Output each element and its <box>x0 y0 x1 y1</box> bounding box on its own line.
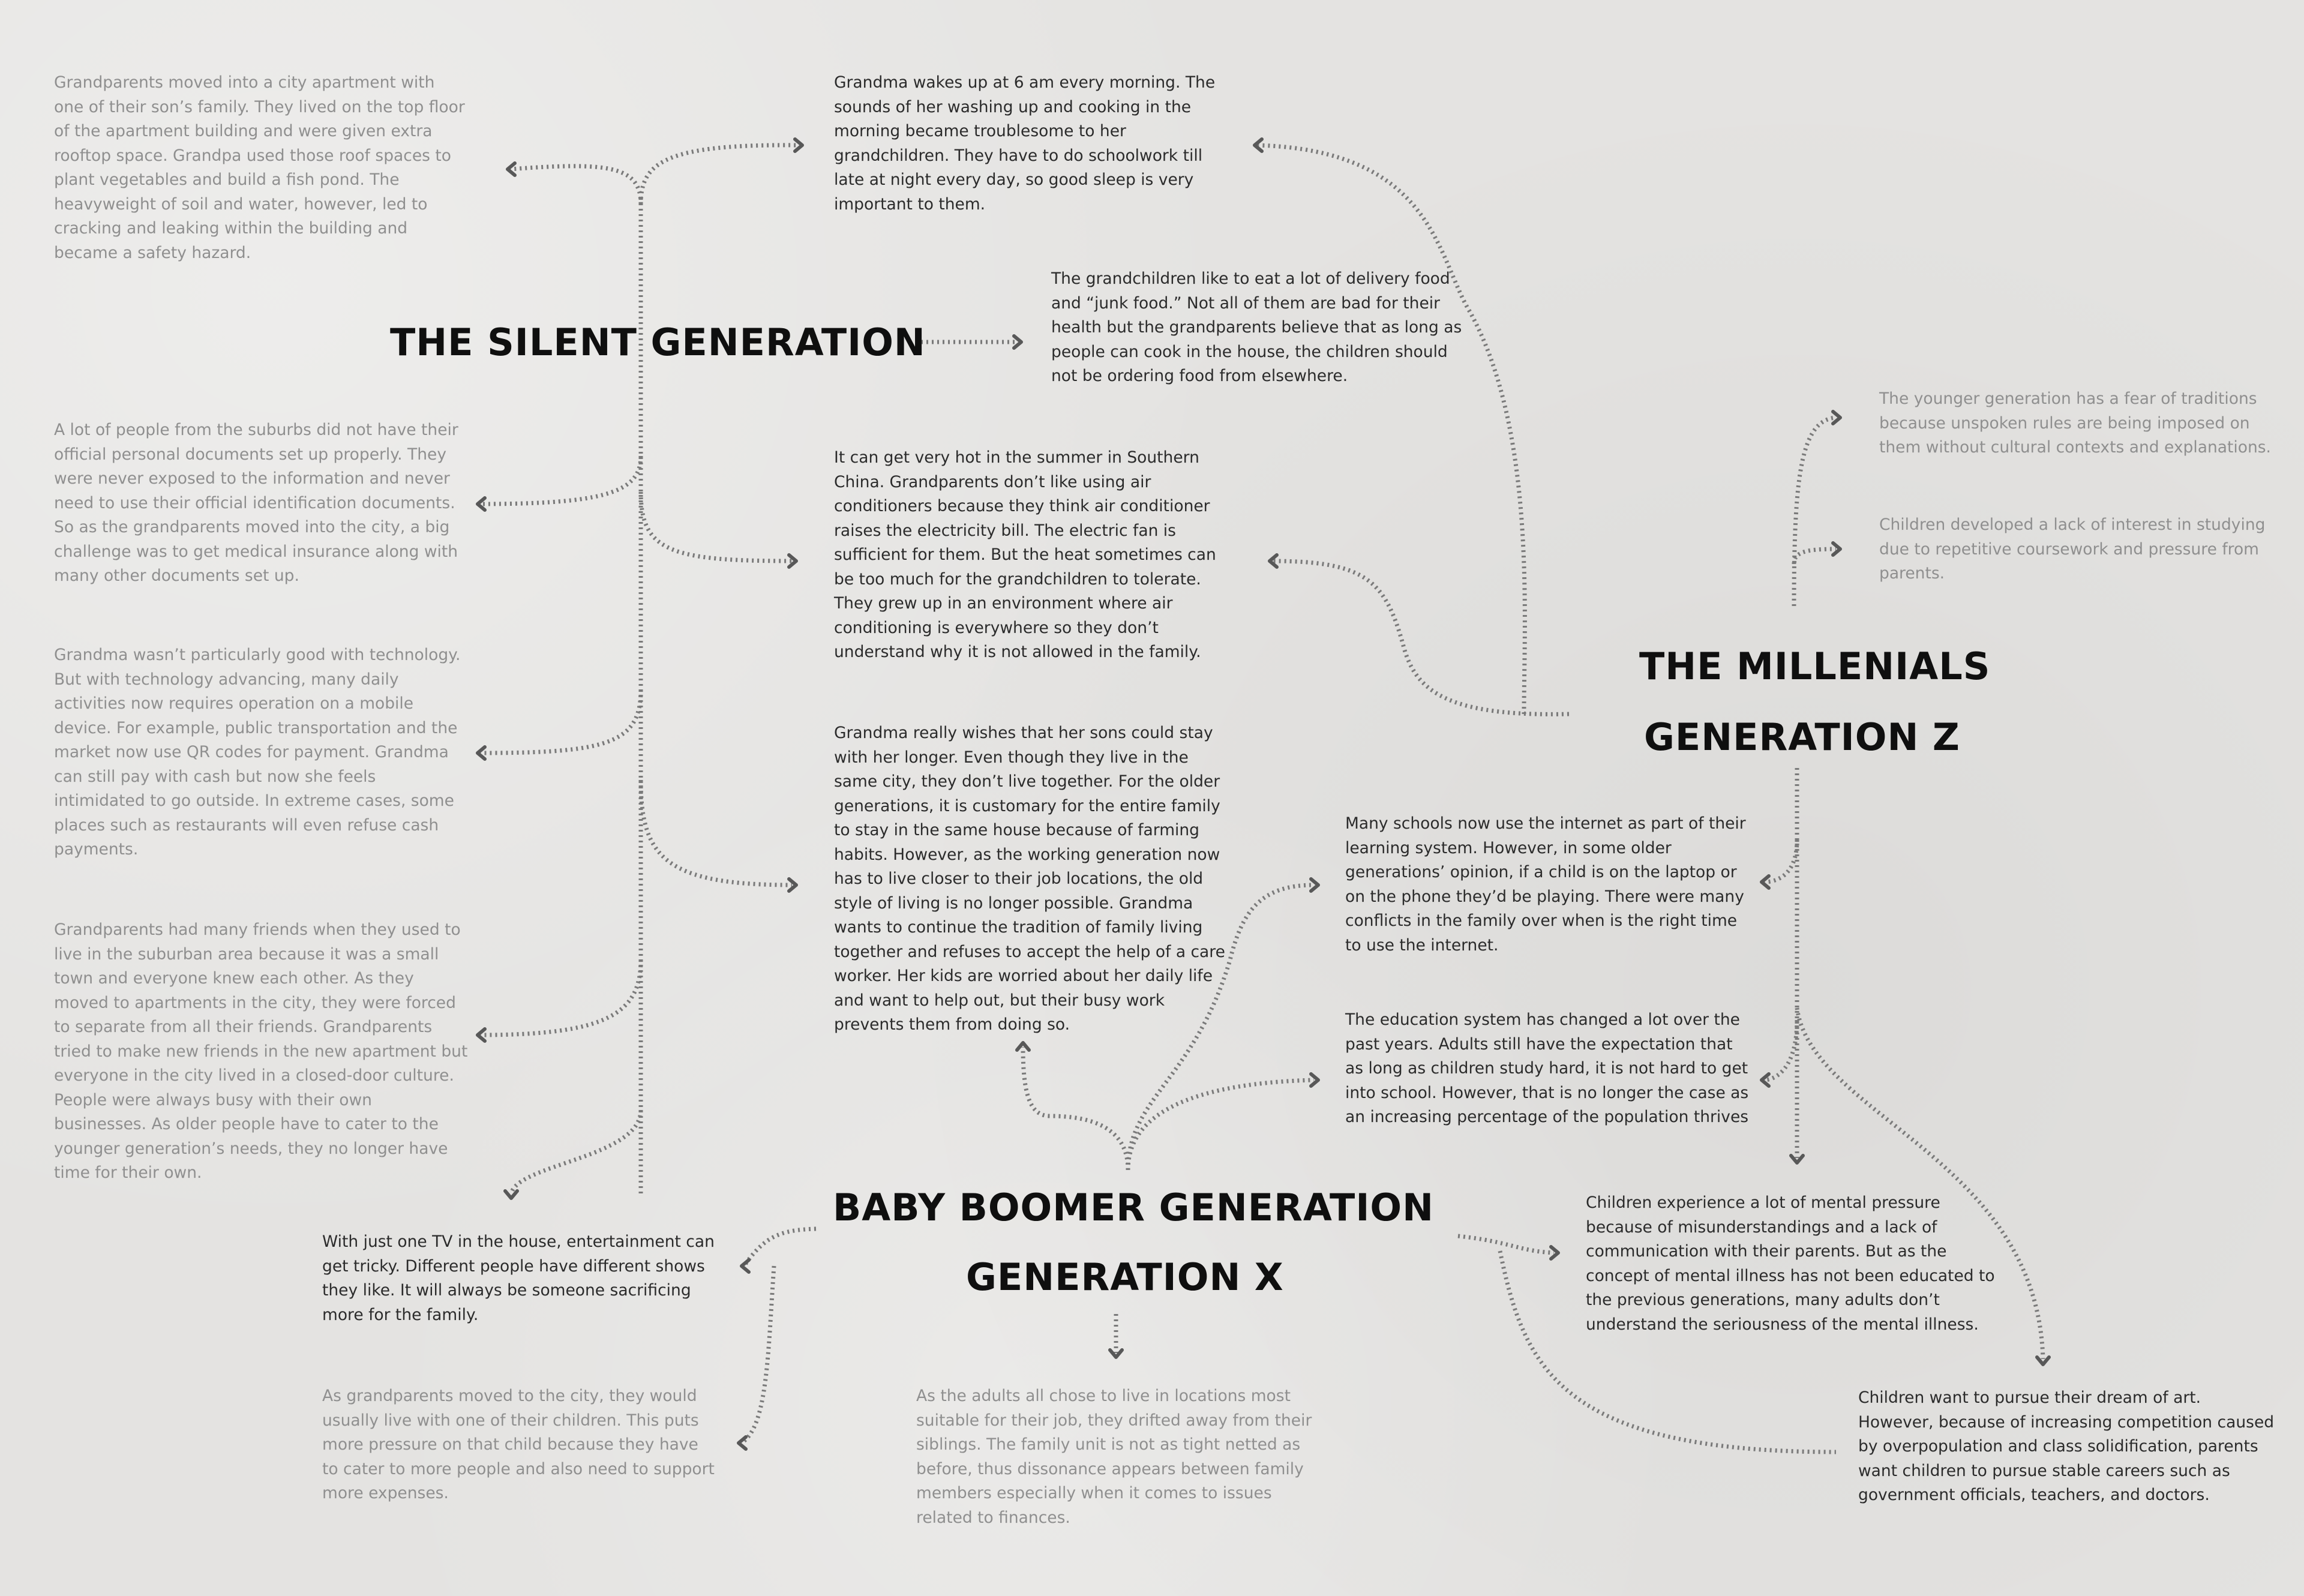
boomer-generation-title: BABY BOOMER GENERATION <box>833 1186 1434 1229</box>
connector <box>511 1110 641 1194</box>
arrowhead <box>478 747 485 759</box>
note-gz-studying: Children developed a lack of interest in studying due to repetitive coursework and pressure from parents. <box>1879 515 2266 583</box>
connector <box>510 166 641 204</box>
arrowhead <box>1311 1074 1318 1086</box>
note-silent-documents: A lot of people from the suburbs did not have their official personal documents set up properly. They were never exposed to the information and never need to use their official identification documents. So as the grandparents moved into the city, a big challenge was to get medical insurance along with many other documents set up. <box>54 421 458 585</box>
connector <box>641 145 798 204</box>
generation-x-title: GENERATION X <box>966 1255 1284 1299</box>
note-silent-rooftop: Grandparents moved into a city apartment with one of their son’s family. They lived on the top floor of the apartment building and were given extra rooftop space. Grandpa used those roof spaces to plant vegetables and build a fish pond. The heavyweight of soil and water, however, led to cracking and leaking within the building and became a safety hazard. <box>54 73 465 262</box>
arrowhead <box>1017 1043 1029 1050</box>
connector <box>480 456 641 504</box>
note-gz-art: Children want to pursue their dream of art. However, because of increasing competition caused by overpopulation and class solidification, parents want children to pursue stable careers such as government officials, teachers, and doctors. <box>1858 1388 2275 1504</box>
arrowhead <box>1833 412 1840 424</box>
note-silent-technology: Grandma wasn’t particularly good with technology. But with technology advancing, many daily activities now requires operation on a mobile device. For example, public transportation and the market now use QR codes for payment. Grandma can still pay with cash but now she feels intimidated to go outside. In extreme cases, some places such as restaurants will even refuse cash payments. <box>54 646 461 859</box>
note-silent-friends: Grandparents had many friends when they used to live in the suburban area because it was a small town and everyone knew each other. As they moved to apartments in the city, they were forced to separate from all their friends. Grandparents tried to make new friends in the new apartment but everyone in the city lived in a closed-door culture. People were always busy with their own businesses. As older people have to cater to the younger generation’s needs, they no longer have time for their own. <box>54 920 468 1182</box>
connector <box>1764 1020 1797 1080</box>
note-gz-mental: Children experience a lot of mental pressure because of misunderstandings and a lack of communication with their parents. But as the concept of mental illness has not been educated to the previous generations, many adults don’t understand the seriousness of the mental illness. <box>1586 1193 1995 1334</box>
connector <box>1257 145 1525 714</box>
arrowhead <box>1014 336 1021 348</box>
arrowhead <box>795 139 802 151</box>
note-mid-internet: Many schools now use the internet as part of their learning system. However, in some older generations’ opinion, if a child is on the laptop or on the phone they’d be playing. There were many conflicts in the family over when is the right time to use the internet. <box>1345 814 1746 955</box>
note-boomer-tv: With just one TV in the house, entertainment can get tricky. Different people have different shows they like. It will always be someone sacrificing more for the family. <box>322 1232 715 1324</box>
arrowhead <box>1311 879 1318 891</box>
connector <box>744 1229 816 1266</box>
arrowhead <box>505 1191 517 1198</box>
arrowhead <box>478 1029 485 1041</box>
arrowhead <box>739 1437 746 1449</box>
arrowhead <box>1110 1350 1122 1357</box>
silent-generation-title: THE SILENT GENERATION <box>390 320 926 364</box>
connector <box>1794 549 1836 564</box>
note-shared-wake: Grandma wakes up at 6 am every morning. The sounds of her washing up and cooking in the morning became troublesome to her grandchildren. They have to do schoolwork till late at night every day, so good sleep is very important to them. <box>834 73 1216 214</box>
note-boomer-siblings: As the adults all chose to live in locations most suitable for their job, they drifted away from their siblings. The family unit is not as tight netted as before, thus dissonance appears between family members especially when it comes to issues related to finances. <box>916 1387 1312 1527</box>
connector <box>1458 1236 1554 1253</box>
arrowhead <box>1833 543 1840 555</box>
connector <box>480 690 641 753</box>
note-boomer-expenses: As grandparents moved to the city, they would usually live with one of their children. This puts more pressure on that child because they have to cater to more people and also need to support more expenses. <box>322 1387 715 1502</box>
connector <box>480 960 641 1035</box>
arrowhead <box>1270 555 1277 567</box>
arrowhead <box>1791 1156 1803 1163</box>
arrowhead <box>1762 876 1769 888</box>
note-shared-heat: It can get very hot in the summer in Southern China. Grandparents don’t like using air conditioners because they think air conditioner raises the electricity bill. The electric fan is sufficient for them. But the heat sometimes can be too much for the grandchildren to tolerate. They grew up in an environment where air conditioning is everywhere so they don’t understand why it is not allowed in the family. <box>834 448 1216 661</box>
connector <box>1023 1047 1128 1170</box>
arrowhead <box>508 163 515 175</box>
connector <box>1794 418 1836 606</box>
note-shared-food: The grandchildren like to eat a lot of delivery food and “junk food.” Not all of them are bad for their health but the grandparents believe that as long as people can cook in the house, the children should not be ordering food from elsewhere. <box>1051 269 1462 385</box>
arrowhead <box>742 1260 749 1272</box>
note-mid-education: The education system has changed a lot over the past years. Adults still have the expectation that as long as children study hard, it is not hard to get into school. However, that is no longer the case as an increasing percentage of the population thrives <box>1345 1010 1749 1126</box>
arrowhead <box>789 879 796 891</box>
millennials-title: THE MILLENIALS <box>1639 644 1991 688</box>
connector <box>741 1266 774 1443</box>
connector <box>641 780 792 885</box>
generation-z-title: GENERATION Z <box>1644 715 1960 759</box>
note-shared-family: Grandma really wishes that her sons could stay with her longer. Even though they live in the same city, they don’t live together. For the older generations, it is customary for the entire family to stay in the same house because of farming habits. However, as the working generation now has to live closer to their job locations, the old style of living is no longer possible. Grandma wants to continue the tradition of family living together and refuses to accept the help of a care worker. Her kids are worried about her daily life and want to help out, but their busy work prevents them from doing so. <box>834 724 1225 1034</box>
note-gz-traditions: The younger generation has a fear of traditions because unspoken rules are being imposed on them without cultural contexts and explanations. <box>1879 389 2271 457</box>
arrowhead <box>1551 1247 1558 1259</box>
connector <box>641 492 792 561</box>
